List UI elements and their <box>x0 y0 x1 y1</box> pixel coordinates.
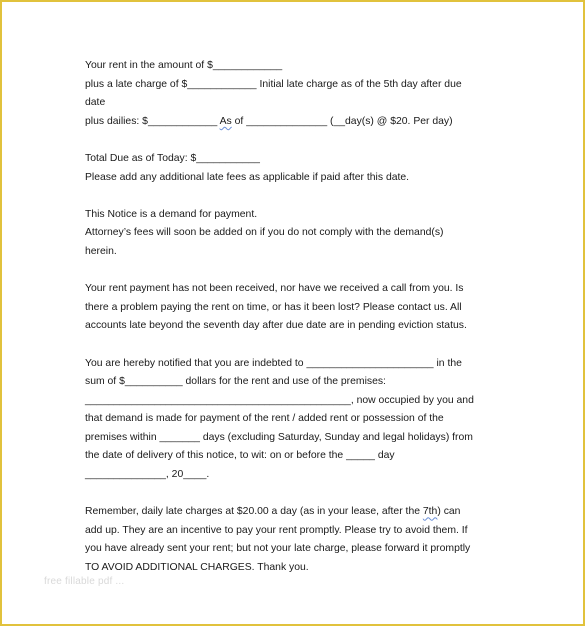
notice-body <box>85 57 505 578</box>
demand-notice-line: This Notice is a demand for payment. <box>85 208 258 220</box>
notified-paragraph-line-3: ______________________________________________, now occupied by you and <box>85 394 474 406</box>
rent-amount-line: Your rent in the amount of $____________ <box>85 60 283 71</box>
reminder-paragraph-line-2: add up. They are an incentive to pay your rent promptly. Please try to avoid them. If <box>85 524 468 536</box>
notified-paragraph-line-6: the date of delivery of this notice, to wit: on or before the _____ day <box>85 450 395 462</box>
notified-paragraph-line-1: You are hereby notified that you are indebted to ______________________ in the <box>85 357 462 369</box>
notified-paragraph-line-5: premises within _______ days (excluding Saturday, Sunday and legal holidays) from <box>85 431 473 443</box>
reminder-paragraph-line-4: TO AVOID ADDITIONAL CHARGES. Thank you. <box>85 562 309 574</box>
notified-paragraph-line-2: sum of $__________ dollars for the rent and use of the premises: <box>85 376 386 388</box>
spellcheck-word-7th: 7th <box>422 506 438 518</box>
payment-paragraph-line-3: accounts late beyond the seventh day after due date are in pending eviction status. <box>85 320 467 332</box>
attorney-fees-line: Attorney’s fees will soon be added on if you do not comply with the demand(s) <box>85 227 444 239</box>
spellcheck-word-as: As <box>219 115 232 127</box>
payment-paragraph-line-1: Your rent payment has not been received, nor have we received a call from you. Is <box>85 283 464 295</box>
reminder-paragraph-line-1: Remember, daily late charges at $20.00 a day (as in your lease, after the 7th) can <box>85 506 461 518</box>
dailies-line: plus dailies: $____________ As of ______________ (__day(s) @ $20. Per day) <box>85 115 453 127</box>
late-charge-line: plus a late charge of $____________ Initial late charge as of the 5th day after due <box>85 78 462 90</box>
notified-paragraph-line-7: ______________, 20____. <box>85 469 210 481</box>
payment-paragraph-line-2: there a problem paying the rent on time, or has it been lost? Please contact us. All <box>85 301 462 313</box>
notified-paragraph-line-4: that demand is made for payment of the rent / added rent or possession of the <box>85 413 444 425</box>
watermark-text: free fillable pdf ... <box>44 576 125 587</box>
total-due-line: Total Due as of Today: $___________ <box>85 152 260 164</box>
attorney-fees-line-cont: herein. <box>85 245 117 257</box>
reminder-paragraph-line-3: you have already sent your rent; but not your late charge, please forward it promptly <box>85 543 471 555</box>
late-charge-line-cont: date <box>85 97 106 109</box>
additional-fees-line: Please add any additional late fees as applicable if paid after this date. <box>85 171 410 183</box>
